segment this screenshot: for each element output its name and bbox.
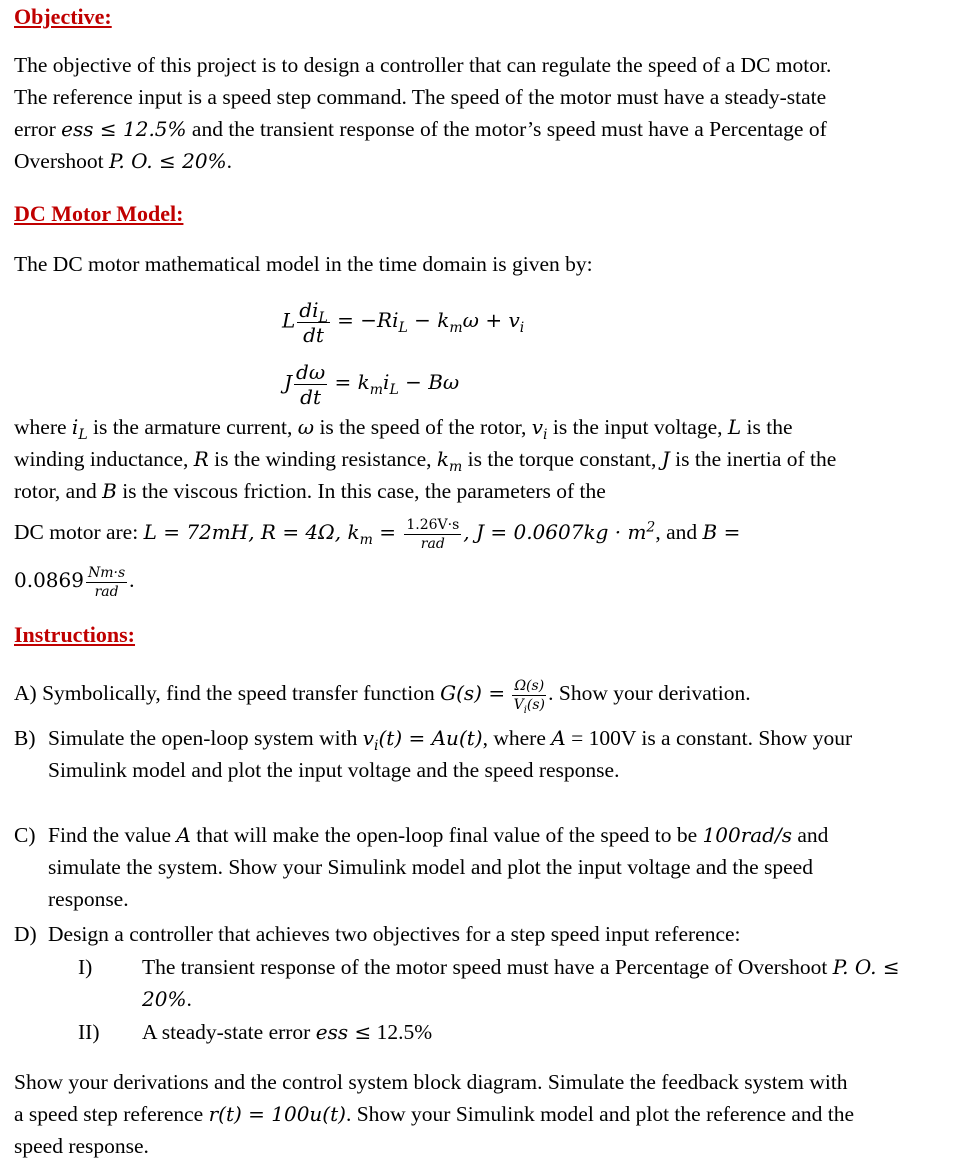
instruction-b: B) Simulate the open-loop system with $v_i(t) = Au(t)$, where A = 100V is a constant. Show your Simulink model and plot the input voltage and the speed response. — [14, 726, 853, 782]
model-description: where $i_L$ is the armature current, ω is the speed of the rotor, $v_i$ is the input voltage, L is the winding inductance, R is the winding resistance, $k_m$ is the torque constant, J is the inertia of the rotor, and B is the viscous friction. In this case, the parameters of the — [14, 415, 837, 503]
final-paragraph: Show your derivations and the control system block diagram. Simulate the feedback system with a speed step reference r(t) = 100u(t). Show your Simulink model and plot the reference and the speed response. — [14, 1070, 855, 1158]
instruction-d: D) Design a controller that achieves two objectives for a step speed input reference: — [14, 922, 741, 946]
instruction-d-i: I) The transient response of the motor speed must have a Percentage of Overshoot P. O. ≤ 20%. — [78, 955, 900, 1011]
equation-current: L $\frac{di_L}{dt}$ = $-Ri_L - k_m\omega + v_i$ — [282, 298, 525, 347]
instruction-a: A) Symbolically, find the speed transfer function G(s) = $\frac{\Omega(s)}{V_i(s)}$ . Show your derivation. — [14, 677, 751, 716]
objective-heading: Objective: — [14, 4, 112, 29]
model-intro: The DC motor mathematical model in the time domain is given by: — [14, 252, 593, 276]
instruction-c: C) Find the value A that will make the open-loop final value of the speed to be 100rad/s and simulate the system. Show your Simulink model and plot the input voltage and the speed response. — [14, 823, 829, 911]
instructions-heading: Instructions: — [14, 622, 136, 647]
model-parameter-b: 0.0869 $\frac{Nm\cdot s}{\text{rad}}$ . — [14, 564, 135, 600]
model-parameters: DC motor are: L = 72mH, R = 4Ω, $k_m$ = $\frac{1.26V\cdot s}{\text{rad}}$ , $J = 0.0607kg \cdot m^2$, and B = — [14, 516, 741, 552]
model-heading: DC Motor Model: — [14, 201, 184, 226]
objective-paragraph: The objective of this project is to design a controller that can regulate the speed of a DC motor. The reference input is a speed step command. The speed of the motor must have a steady-state error ess ≤ 12.5% and the transient response of the motor’s speed must have a Percentage of Overshoot P. O. ≤ 20%. — [14, 53, 832, 173]
instruction-d-ii: II) A steady-state error ess ≤ 12.5% — [78, 1020, 433, 1044]
equation-speed: J $\frac{d\omega}{dt}$ = $k_mi_L - B\omega$ — [284, 360, 460, 409]
